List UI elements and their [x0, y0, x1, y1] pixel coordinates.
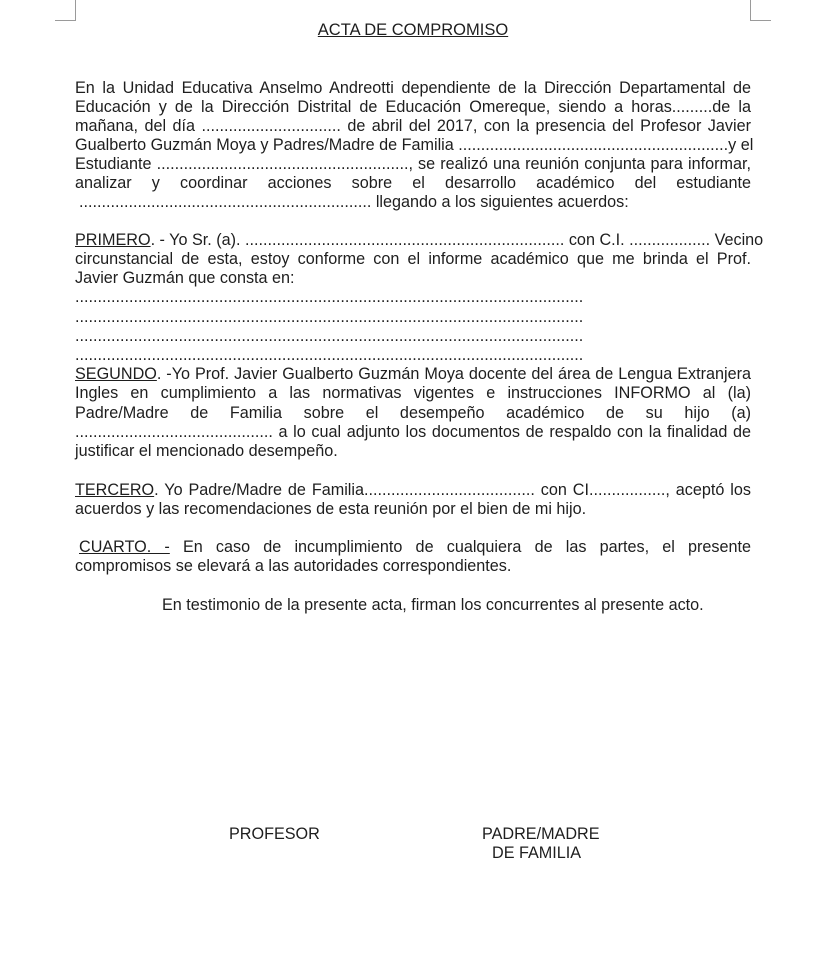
signature-padre-line-2: DE FAMILIA — [492, 844, 582, 862]
segundo-line-3: Padre/Madre de Familia sobre el desempeño académico de su hijo (a) — [75, 404, 751, 422]
primero-line-1-text: . - Yo Sr. (a). ....................................................................... con C.I. .................. Vecino — [150, 231, 764, 249]
cuarto-line-1-text: En caso de incumplimiento de cualquiera de las partes, el presente — [169, 538, 751, 556]
page-corner-mark-right — [750, 0, 771, 21]
intro-line-1: En la Unidad Educativa Anselmo Andreotti dependiente de la Dirección Departamental de — [75, 79, 751, 97]
document-title: ACTA DE COMPROMISO — [317, 21, 509, 39]
tercero-line-2: acuerdos y las recomendaciones de esta reunión por el bien de mi hijo. — [75, 500, 587, 518]
segundo-line-2: Ingles en cumplimiento a las normativas vigentes e instrucciones INFORMO al (la) — [75, 384, 751, 402]
primero-label: PRIMERO — [75, 231, 151, 249]
segundo-label: SEGUNDO — [75, 365, 157, 383]
document-page — [75, 20, 764, 614]
segundo-line-5: justificar el mencionado desempeño. — [75, 442, 338, 460]
testimonio-line: En testimonio de la presente acta, firman los concurrentes al presente acto. — [162, 596, 704, 614]
primero-dotline-1: ................................................................................................................. — [75, 288, 584, 306]
primero-line-3: Javier Guzmán que consta en: — [75, 269, 295, 287]
primero-line-1 — [75, 231, 764, 250]
tercero-label: TERCERO — [75, 481, 155, 499]
intro-line-3: mañana, del día ............................... de abril del 2017, con la presencia del Profesor Javier — [75, 117, 751, 135]
primero-dotline-2: ................................................................................................................. — [75, 308, 584, 326]
primero-dotline-4: ................................................................................................................. — [75, 346, 584, 364]
signature-profesor: PROFESOR — [229, 825, 320, 843]
tercero-line-1-text: . Yo Padre/Madre de Familia...................................... con CI................., aceptó los — [154, 481, 751, 499]
segundo-line-1 — [75, 365, 751, 384]
cuarto-line-1 — [75, 538, 751, 557]
tercero-line-1 — [75, 481, 751, 500]
cuarto-label: CUARTO. - — [79, 538, 170, 556]
segundo-line-1-text: . -Yo Prof. Javier Gualberto Guzmán Moya docente del área de Lengua Extranjera — [156, 365, 751, 383]
intro-line-5: Estudiante ........................................................, se realizó una reunión conjunta para informar, — [75, 155, 751, 173]
primero-dotline-3: ................................................................................................................. — [75, 327, 584, 345]
intro-line-6: analizar y coordinar acciones sobre el desarrollo académico del estudiante — [75, 174, 751, 192]
page-corner-mark-left — [55, 0, 76, 21]
signature-padre-line-1: PADRE/MADRE — [482, 825, 600, 843]
cuarto-line-2: compromisos se elevará a las autoridades correspondientes. — [75, 557, 512, 575]
primero-line-2: circunstancial de esta, estoy conforme con el informe académico que me brinda el Prof. — [75, 250, 751, 268]
intro-line-4: Gualberto Guzmán Moya y Padres/Madre de Familia ............................................................y el — [75, 136, 754, 154]
intro-line-7: ................................................................. llegando a los siguientes acuerdos: — [79, 193, 629, 211]
segundo-line-4: ............................................ a lo cual adjunto los documentos de respaldo con la finalidad de — [75, 423, 751, 441]
intro-line-2: Educación y de la Dirección Distrital de Educación Omereque, siendo a horas.........de la — [75, 98, 751, 116]
